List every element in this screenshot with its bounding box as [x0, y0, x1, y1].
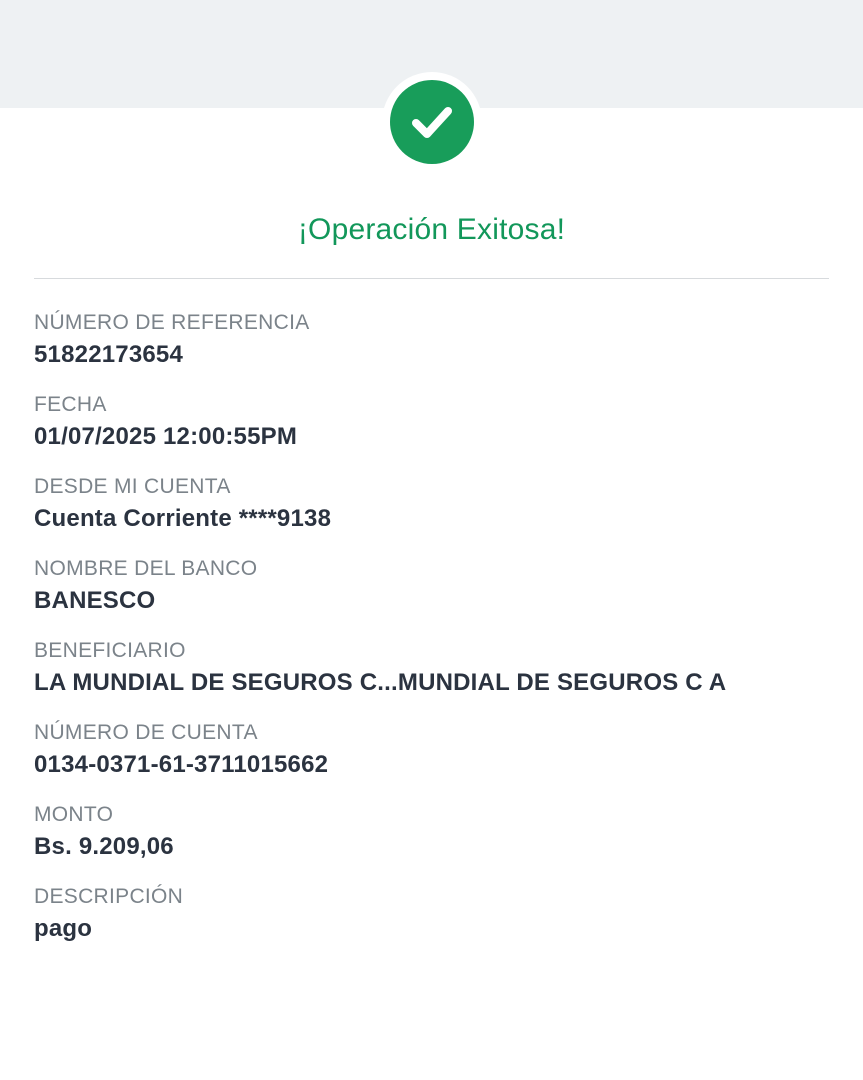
detail-value: pago — [34, 915, 93, 942]
detail-row — [34, 310, 834, 371]
detail-value: 01/07/2025 12:00:55PM — [34, 423, 298, 450]
detail-row — [34, 720, 834, 781]
detail-label: NÚMERO DE CUENTA — [34, 721, 258, 744]
success-title: ¡Operación Exitosa! — [297, 213, 566, 246]
detail-row — [34, 474, 834, 535]
detail-row — [34, 802, 834, 863]
detail-label: NÚMERO DE REFERENCIA — [34, 311, 310, 334]
detail-value: LA MUNDIAL DE SEGUROS C...MUNDIAL DE SEGUROS C A — [34, 669, 727, 696]
detail-label: DESCRIPCIÓN — [34, 885, 184, 908]
check-circle-icon — [390, 80, 474, 164]
success-icon-ring — [382, 72, 482, 172]
detail-value: 51822173654 — [34, 341, 184, 368]
divider — [34, 278, 829, 279]
success-icon-wrapper — [0, 72, 863, 172]
detail-value: BANESCO — [34, 587, 156, 614]
detail-label: FECHA — [34, 393, 107, 416]
detail-label: NOMBRE DEL BANCO — [34, 557, 258, 580]
detail-value: Cuenta Corriente ****9138 — [34, 505, 332, 532]
detail-row — [34, 638, 834, 699]
detail-value: Bs. 9.209,06 — [34, 833, 174, 860]
detail-value: 0134-0371-61-3711015662 — [34, 751, 329, 778]
detail-label: MONTO — [34, 803, 114, 826]
detail-row — [34, 556, 834, 617]
detail-label: DESDE MI CUENTA — [34, 475, 231, 498]
transaction-details — [34, 310, 834, 966]
detail-row — [34, 884, 834, 945]
detail-row — [34, 392, 834, 453]
detail-label: BENEFICIARIO — [34, 639, 186, 662]
